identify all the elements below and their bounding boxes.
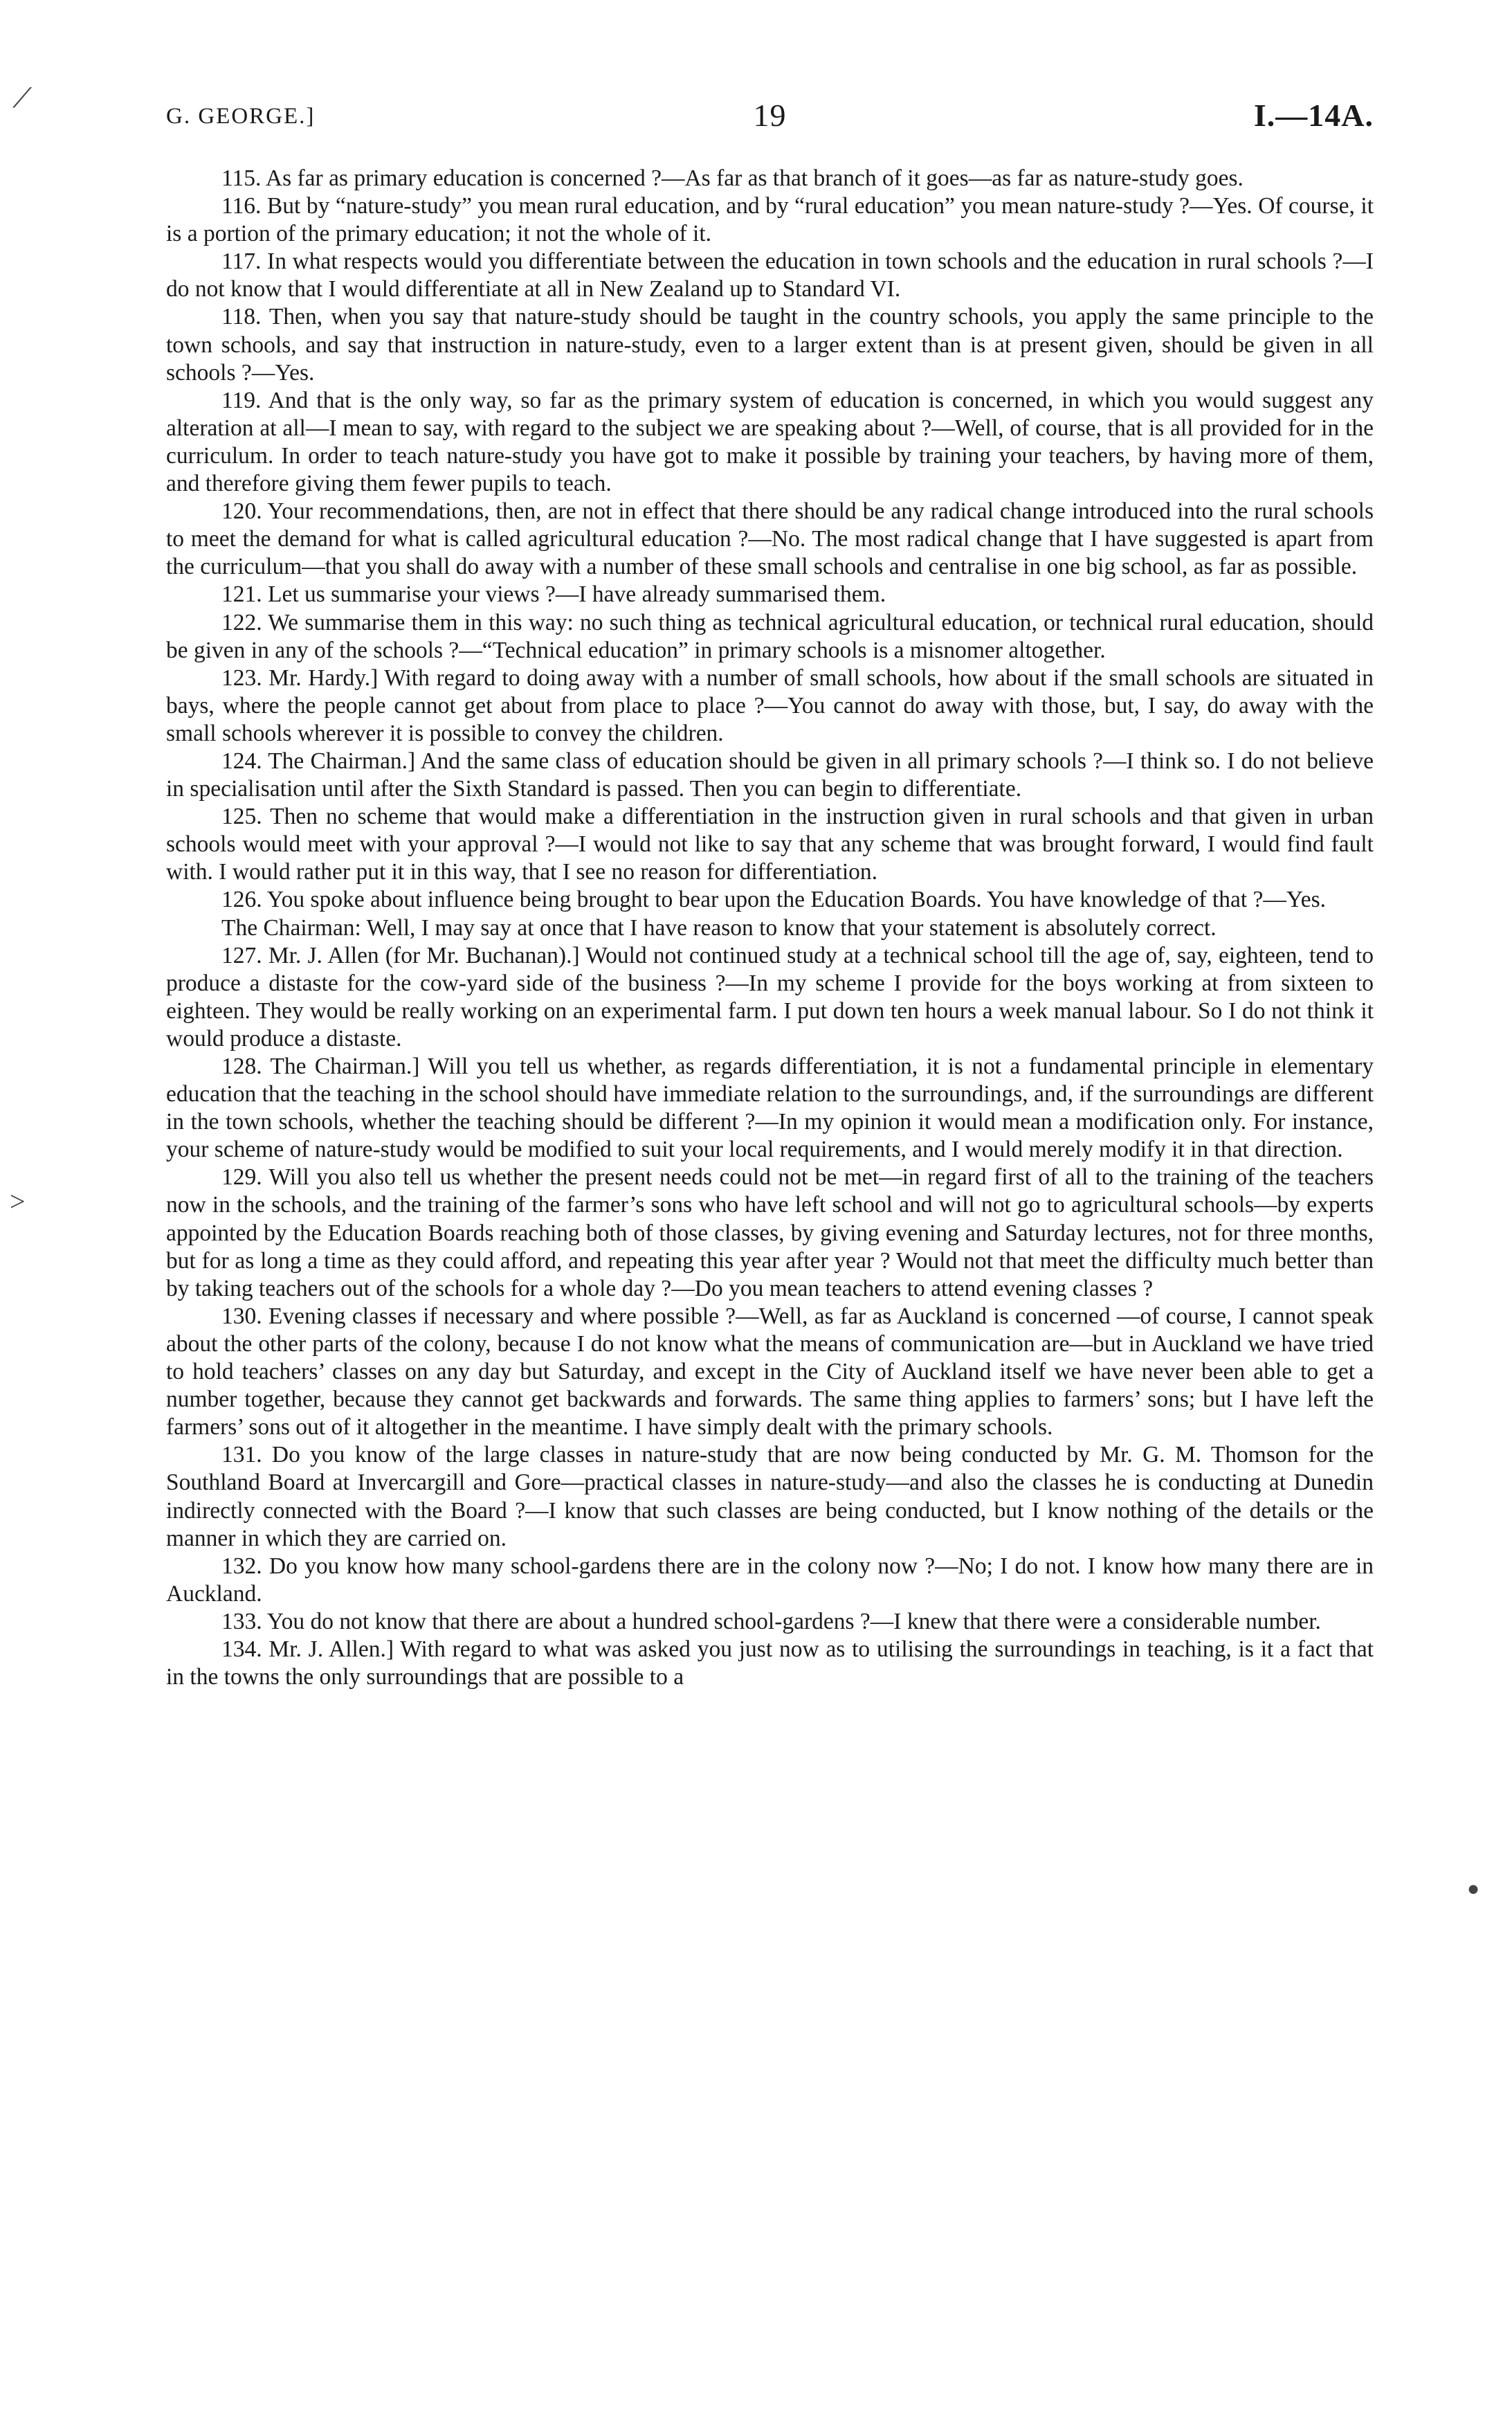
page-number: 19 <box>753 98 787 133</box>
paragraph-129: 129. Will you also tell us whether the present needs could not be met—in regard first of all to the training of the teachers now in the schools, and the training of the farmer’s sons who have left school and will not go to agricultural schools—by experts appointed by the Education Boards reaching both of those classes, by giving evening and Saturday lectures, not for three months, but for as long a time as they could afford, and repeating this year after year ? Would not that meet the difficulty much better than by taking teachers out of the schools for a whole day ?—Do you mean teachers to attend evening classes ? <box>166 1164 1374 1301</box>
header-witness-name: G. GEORGE.] <box>166 104 316 129</box>
paragraph-118: 118. Then, when you say that nature-study should be taught in the country schools, you apply the same principle to the town schools, and say that instruction in nature-study, even to a larger extent than is at present given, should be given in all schools ?—Yes. <box>166 304 1374 386</box>
paragraph-121: 121. Let us summarise your views ?—I have already summarised them. <box>221 581 886 608</box>
paragraph-122: 122. We summarise them in this way: no such thing as technical agricultural education, or technical rural education, should be given in any of the schools ?—“Technical education” in primary schools is a misnomer altogether. <box>166 609 1374 663</box>
paragraph-119: 119. And that is the only way, so far as the primary system of education is concerned, in which you would suggest any alteration at all—I mean to say, with regard to the subject we are speaking about ?—Well, of course, that is all provided for in the curriculum. In order to teach nature-study you have got to make it possible by training your teachers, by having more of them, and therefore giving them fewer pupils to teach. <box>166 387 1374 497</box>
paragraph-132: 132. Do you know how many school-gardens there are in the colony now ?—No; I do not. I know how many there are in Auckland. <box>166 1553 1374 1607</box>
paragraph-127: 127. Mr. J. Allen (for Mr. Buchanan).] Would not continued study at a technical school till the age of, say, eighteen, tend to produce a distaste for the cow-yard side of the business ?—In my scheme I provide for the boys working at from sixteen to eighteen. They would be really working on an experimental farm. I put down ten hours a week manual labour. So I do not think it would produce a distaste. <box>166 942 1374 1051</box>
paragraph-125: 125. Then no scheme that would make a differentiation in the instruction given in rural schools and that given in urban schools would meet with your approval ?—I would not like to say that any scheme that was brought forward, I would find fault with. I would rather put it in this way, that I see no reason for differentiation. <box>166 804 1374 885</box>
paragraph-133: 133. You do not know that there are about a hundred school-gardens ?—I knew that there were a considerable number. <box>221 1608 1321 1634</box>
margin-tick-mark: ⟋ <box>12 82 32 114</box>
paragraph-134: 134. Mr. J. Allen.] With regard to what was asked you just now as to utilising the surroundings in teaching, is it a fact that in the towns the only surroundings that are possible to a <box>166 1636 1374 1690</box>
paragraph-123: 123. Mr. Hardy.] With regard to doing away with a number of small schools, how about if the small schools are situated in bays, where the people cannot get about from place to place ?—You cannot do away with those, but, I say, do away with the small schools wherever it is possible to convey the children. <box>166 665 1374 746</box>
document-reference: I.—14A. <box>1253 98 1374 133</box>
paragraph-120: 120. Your recommendations, then, are not in effect that there should be any radical change introduced into the rural schools to meet the demand for what is called agricultural education ?—No. The most radical change that I have suggested is apart from the curriculum—that you shall do away with a number of these small schools and centralise in one big school, as far as possible. <box>166 498 1374 580</box>
paragraph-124: 124. The Chairman.] And the same class of education should be given in all primary schools ?—I think so. I do not believe in specialisation until after the Sixth Standard is passed. Then you can begin to differentiate. <box>166 748 1374 802</box>
running-header <box>166 97 1374 138</box>
chairman-remark: The Chairman: Well, I may say at once that I have reason to know that your statement is absolutely correct. <box>221 914 1217 941</box>
paragraph-131: 131. Do you know of the large classes in nature-study that are now being conducted by Mr. G. M. Thomson for the Southland Board at Invercargill and Gore—practical classes in nature-study—and also the classes he is conducting at Dunedin indirectly connected with the Board ?—I know that such classes are being conducted, but I know nothing of the details or the manner in which they are carried on. <box>166 1442 1374 1551</box>
paragraph-115: 115. As far as primary education is concerned ?—As far as that branch of it goes—as far as nature-study goes. <box>221 165 1244 191</box>
paragraph-117: 117. In what respects would you differentiate between the education in town schools and the education in rural schools ?—I do not know that I would differentiate at all in New Zealand up to Standard VI. <box>166 249 1374 302</box>
paragraph-130: 130. Evening classes if necessary and where possible ?—Well, as far as Auckland is concerned —of course, I cannot speak about the other parts of the colony, because I do not know what the means of communication are—but in Auckland we have tried to hold teachers’ classes on any day but Saturday, and except in the City of Auckland itself we have never been able to get a number together, because they cannot get backwards and forwards. The same thing applies to farmers’ sons; but I have left the farmers’ sons out of it altogether in the meantime. I have simply dealt with the primary schools. <box>166 1303 1374 1441</box>
paragraph-128: 128. The Chairman.] Will you tell us whether, as regards differentiation, it is not a fundamental principle in elementary education that the teaching in the school should have immediate relation to the surroundings, and, if the surroundings are different in the town schools, whether the teaching should be different ?—In my opinion it would mean a modification only. For instance, your scheme of nature-study would be modified to suit your local requirements, and I would merely modify it in that direction. <box>166 1054 1374 1163</box>
paragraph-116: 116. But by “nature-study” you mean rural education, and by “rural education” you mean nature-study ?—Yes. Of course, it is a portion of the primary education; it not the whole of it. <box>166 193 1374 247</box>
margin-tick-mark: > <box>10 1186 26 1217</box>
paragraph-126: 126. You spoke about influence being brought to bear upon the Education Boards. You have knowledge of that ?—Yes. <box>221 887 1326 913</box>
testimony-body <box>166 165 1374 1691</box>
margin-dot-mark: ● <box>1467 1877 1480 1900</box>
